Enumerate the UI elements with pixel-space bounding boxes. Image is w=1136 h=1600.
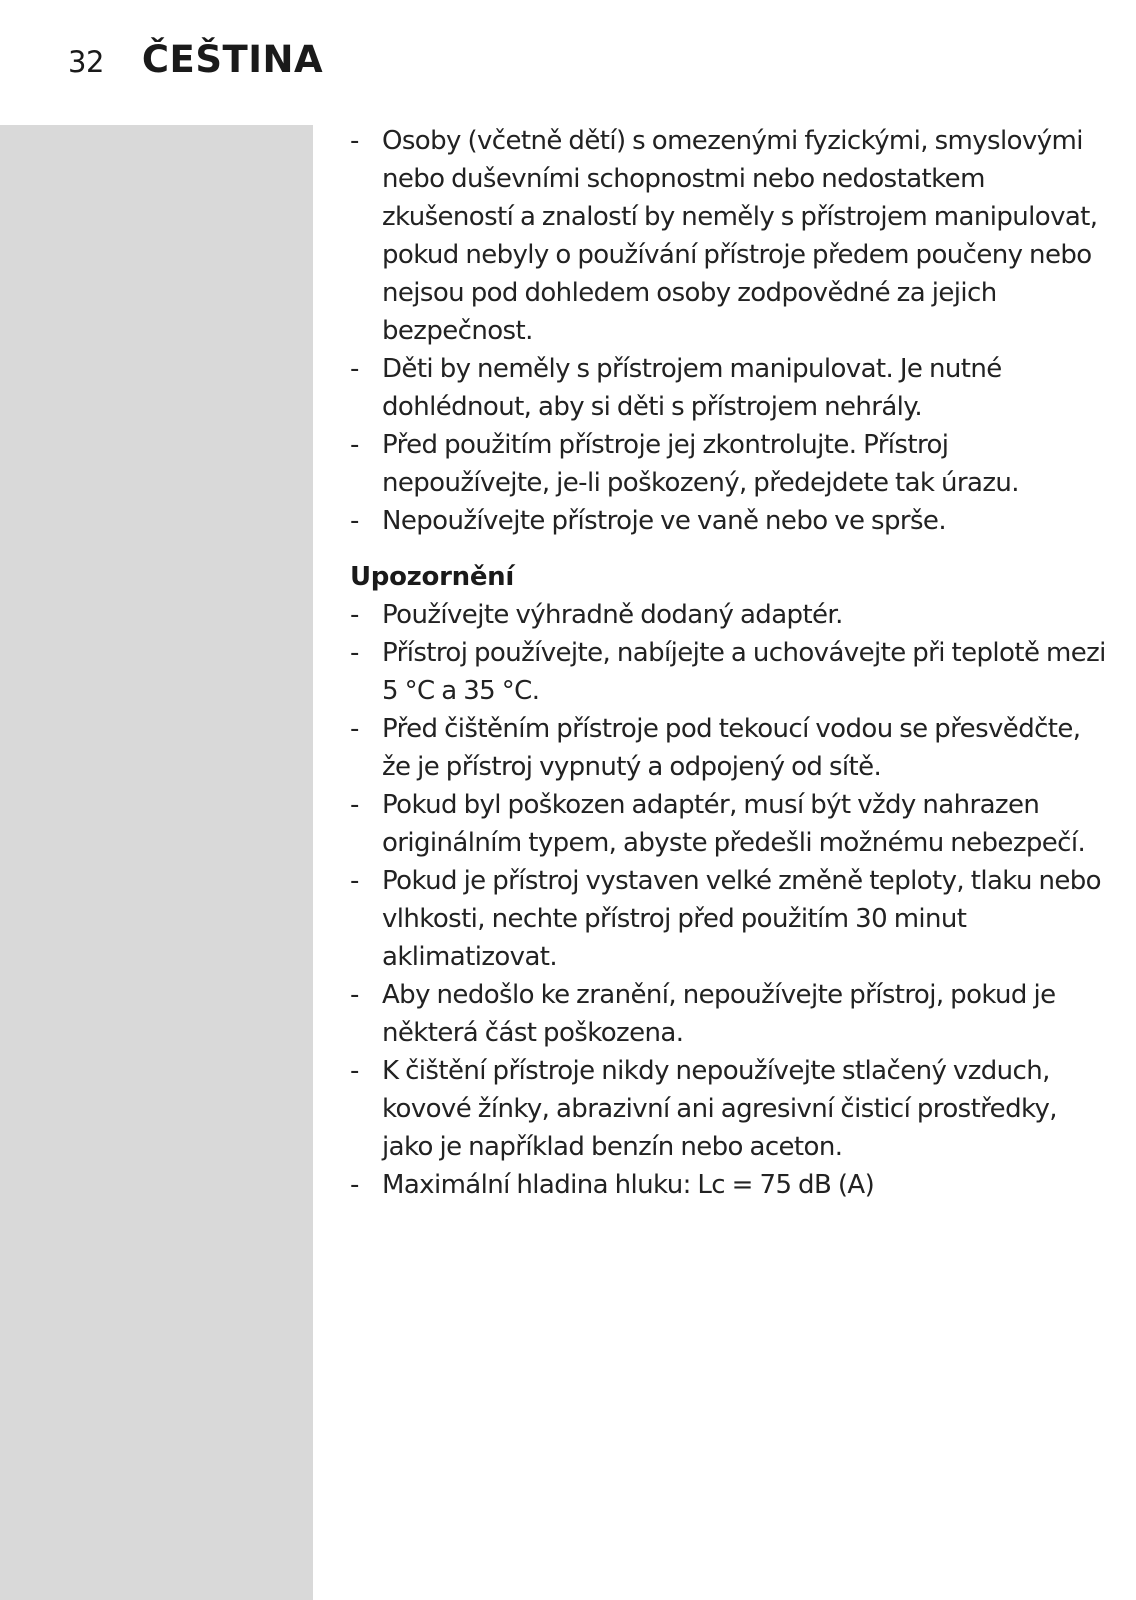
list-item-text: K čištění přístroje nikdy nepoužívejte stlačený vzduch, kovové žínky, abrazivní ani agresivní čisticí prostředky, jako je například benzín nebo aceton.: [382, 1056, 1057, 1162]
list-item-text: Přístroj používejte, nabíjejte a uchovávejte při teplotě mezi 5 °C a 35 °C.: [382, 638, 1106, 706]
list-item: [350, 862, 1110, 976]
bullet-dash: -: [350, 866, 359, 896]
bullet-dash: -: [350, 790, 359, 820]
list-item-text: Osoby (včetně dětí) s omezenými fyzickými, smyslovými nebo duševními schopnostmi nebo nedostatkem zkušeností a znalostí by neměly s přístrojem manipulovat, pokud nebyly o používání přístroje předem poučeny nebo nejsou pod dohledem osoby zodpovědné za jejich bezpečnost.: [382, 126, 1098, 346]
list-item: [350, 786, 1110, 862]
bullet-dash: -: [350, 430, 359, 460]
side-margin-band: [0, 125, 313, 1600]
list-item-text: Nepoužívejte přístroje ve vaně nebo ve sprše.: [382, 506, 946, 536]
list-item: [350, 1166, 1110, 1204]
bullet-dash: -: [350, 714, 359, 744]
list-item-text: Pokud je přístroj vystaven velké změně teploty, tlaku nebo vlhkosti, nechte přístroj před použitím 30 minut aklimatizovat.: [382, 866, 1101, 972]
list-item: [350, 710, 1110, 786]
page-number: 32: [68, 45, 104, 79]
list-item: [350, 596, 1110, 634]
bullet-dash: -: [350, 1056, 359, 1086]
bullet-dash: -: [350, 638, 359, 668]
bullet-dash: -: [350, 1170, 359, 1200]
bullet-dash: -: [350, 126, 359, 156]
list-item: [350, 350, 1110, 426]
caution-heading: Upozornění: [350, 562, 514, 592]
main-content: [350, 122, 1110, 1204]
bullet-dash: -: [350, 980, 359, 1010]
safety-list: [350, 122, 1110, 540]
list-item-text: Děti by neměly s přístrojem manipulovat. Je nutné dohlédnout, aby si děti s přístrojem nehrály.: [382, 354, 1002, 422]
page-header: [68, 38, 323, 88]
list-item-text: Před čištěním přístroje pod tekoucí vodou se přesvědčte, že je přístroj vypnutý a odpojený od sítě.: [382, 714, 1081, 782]
caution-list: [350, 596, 1110, 1204]
list-item: [350, 426, 1110, 502]
list-item-text: Používejte výhradně dodaný adaptér.: [382, 600, 843, 630]
list-item: [350, 634, 1110, 710]
bullet-dash: -: [350, 506, 359, 536]
section-title: ČEŠTINA: [141, 38, 324, 81]
bullet-dash: -: [350, 600, 359, 630]
list-item-text: Maximální hladina hluku: Lc = 75 dB (A): [382, 1170, 875, 1200]
list-item-text: Pokud byl poškozen adaptér, musí být vždy nahrazen originálním typem, abyste předešli možnému nebezpečí.: [382, 790, 1086, 858]
list-item: [350, 1052, 1110, 1166]
list-item: [350, 502, 1110, 540]
list-item: [350, 122, 1110, 350]
list-item: [350, 976, 1110, 1052]
bullet-dash: -: [350, 354, 359, 384]
list-item-text: Před použitím přístroje jej zkontrolujte. Přístroj nepoužívejte, je-li poškozený, předejdete tak úrazu.: [382, 430, 1019, 498]
list-item-text: Aby nedošlo ke zranění, nepoužívejte přístroj, pokud je některá část poškozena.: [382, 980, 1056, 1048]
